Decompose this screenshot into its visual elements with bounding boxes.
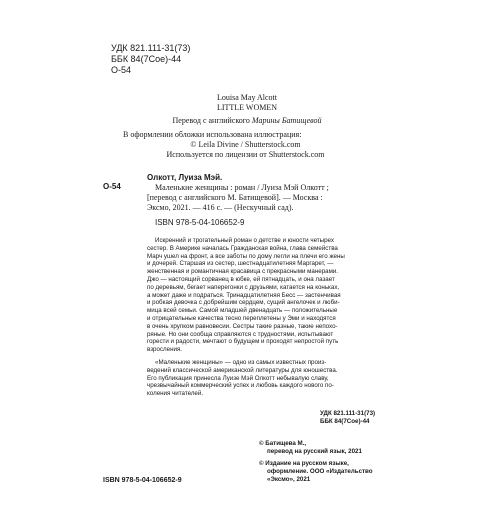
cover-credit-line3: Используется по лицензии от Shutterstock.com	[166, 150, 325, 159]
header-codes	[111, 43, 190, 76]
footer-bbk: ББК 84(7Сое)-44	[320, 417, 370, 425]
footer-codes	[320, 410, 375, 426]
annotation-line: в очень хрупком равновесии. Сестры такие разные, такие непохо-	[147, 322, 338, 330]
cover-credit	[123, 130, 395, 160]
bbk-code: ББК 84(7Сое)-44	[111, 54, 182, 64]
catalog-author-mark: О-54	[103, 182, 121, 191]
annotation-line: чрезвычайный коммерческий успех и любовь каждого нового по-	[147, 382, 334, 390]
copyright-edition	[259, 460, 373, 483]
copyright-line: перевод на русский язык, 2021	[267, 447, 362, 455]
annotation-line: Марч ушел на фронт, а все заботы по дому легли на плечи его жены	[147, 252, 345, 260]
author-mark: О-54	[111, 65, 132, 75]
annotation-line: мица всей семьи. Самой младшей двенадцать — положительные	[147, 307, 338, 315]
annotation-line: Его публикация принесла Луизе Мэй Олкотт небывалую славу,	[147, 374, 329, 382]
cover-credit-line1: В оформлении обложки использована иллюстрация:	[123, 130, 302, 139]
udk-code: УДК 821.111-31(73)	[111, 43, 191, 53]
annotation-line: и отрицательные качества тесно переплетены у Эми и находятся	[147, 314, 336, 322]
catalog-line-2: [перевод с английского М. Батищевой]. — Москва :	[147, 193, 323, 202]
annotation-line: и дочерей. Старшая из сестер, шестнадцатилетняя Маргарет, —	[147, 260, 334, 268]
annotation-line: Искренний и трогательный роман о детстве и юности четырех	[155, 237, 334, 244]
annotation-line: ведений классической американской литературы для юношества.	[147, 366, 338, 374]
annotation-line: горести и радости, мечтают о будущем и проходят непростой путь	[147, 338, 339, 346]
cover-credit-line2: © Leila Divine / Shutterstock.com	[190, 140, 301, 149]
translation-prefix: Перевод с английского	[172, 116, 252, 125]
annotation-paragraph-2	[147, 359, 397, 398]
catalog-line-1: Маленькие женщины : роман / Луиза Мэй Олкотт ;	[155, 183, 329, 192]
annotation-paragraph-1	[147, 237, 397, 354]
catalog-isbn: ISBN 978-5-04-106652-9	[155, 218, 245, 227]
copyright-line: © Батищева М.,	[259, 440, 307, 447]
annotation-line: женственная и романтичная красавица с прекрасными манерами.	[147, 268, 338, 276]
original-title-block	[111, 93, 383, 113]
copyright-line: «Эксмо», 2021	[267, 475, 311, 483]
annotation-line: а может даже и подраться. Тринадцатилетняя Бесс — застенчивая	[147, 291, 341, 299]
copyright-line: © Издание на русском языке,	[259, 460, 349, 467]
catalog-line-3: Эксмо, 2021. — 416 с. — (Нескучный сад).	[147, 203, 294, 212]
translation-line	[111, 116, 383, 126]
original-title: LITTLE WOMEN	[216, 103, 278, 112]
annotation-line: и робкая девочка с добрейшим сердцем, сущий ангелочек и люби-	[147, 299, 340, 307]
annotation-line: коления читателей.	[147, 390, 204, 398]
original-author: Louisa May Alcott	[217, 93, 277, 102]
copyright-translation	[259, 440, 362, 456]
annotation-line: ряные. Но они сообща справляются с трудностями, испытывают	[147, 330, 334, 338]
catalog-entry	[147, 173, 397, 213]
footer-udk: УДК 821.111-31(73)	[320, 410, 376, 417]
bottom-isbn: ISBN 978-5-04-106652-9	[103, 477, 182, 484]
annotation-line: сестер. В Америке началась Гражданская война, глава семейства	[147, 244, 338, 252]
translator-name: Марины Батищевой	[251, 116, 322, 125]
annotation-line: Джо — настоящий сорванец в юбке, ей пятнадцать, и она лазает	[147, 275, 335, 283]
annotation-line: по деревьям, бегает наперегонки с друзьями, катается на коньках,	[147, 283, 340, 291]
annotation-line: взросления.	[147, 346, 183, 354]
copyright-line: оформление. ООО «Издательство	[267, 467, 373, 475]
catalog-heading: Олкотт, Луиза Мэй.	[147, 173, 223, 182]
annotation-line: «Маленькие женщины» — одно из самых известных произ-	[155, 359, 327, 366]
